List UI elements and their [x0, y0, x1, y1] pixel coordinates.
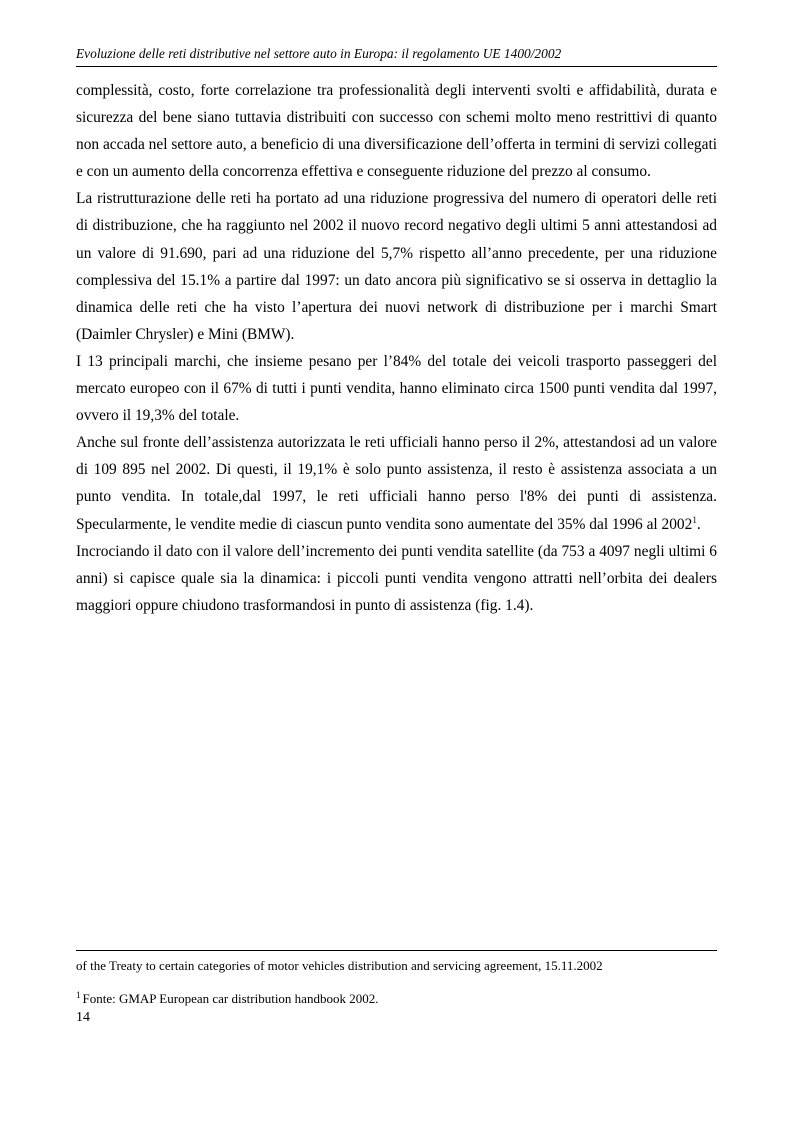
footnote-reference[interactable]: 1: [692, 514, 697, 525]
footnote: [76, 991, 378, 1007]
footnote-rule: [76, 950, 717, 951]
page-number: 14: [76, 1010, 90, 1025]
header-rule: [76, 66, 717, 67]
paragraph: [76, 348, 717, 429]
body-text: [76, 77, 717, 619]
paragraph-text: complessità, costo, forte correlazione tra professionalità degli interventi svolti e affidabilità, durata e sicurezza del bene siano tuttavia distribuiti con successo con schemi molto meno restrittivi di quanto non accada nel settore auto, a beneficio di una diversificazione dell’offerta in termini di servizi collegati e con un aumento della concorrenza effettiva e conseguente riduzione del prezzo al consumo.: [76, 82, 717, 181]
paragraph-text: I 13 principali marchi, che insieme pesano per l’84% del totale dei veicoli trasporto passeggeri del mercato europeo con il 67% di tutti i punti vendita, hanno eliminato circa 1500 punti vendita dal 1997, ovvero il 19,3% del totale.: [76, 352, 717, 425]
paragraph-text: Anche sul fronte dell’assistenza autorizzata le reti ufficiali hanno perso il 2%, attestandosi ad un valore di 109 895 nel 2002. Di questi, il 19,1% è solo punto assistenza, il resto è assistenza associata a un punto vendita. In totale,dal 1997, le reti ufficiali hanno perso l'8% dei punti di assistenza. Specularmente, le vendite medie di ciascun punto vendita sono aumentate del 35% dal 1996 al 2002: [76, 434, 717, 533]
paragraph-text: La ristrutturazione delle reti ha portato ad una riduzione progressiva del numero di operatori delle reti di distribuzione, che ha raggiunto nel 2002 il nuovo record negativo degli ultimi 5 anni attestandosi ad un valore di 91.690, pari ad una riduzione del 5,7% rispetto all’anno precedente, per una riduzione complessiva del 15.1% a partire dal 1997: un dato ancora più significativo se si osserva in dettaglio la dinamica delle reti che ha visto l’apertura dei nuovi network di distribuzione per i marchi Smart (Daimler Chrysler) e Mini (BMW).: [76, 190, 717, 343]
paragraph: [76, 538, 717, 619]
paragraph: [76, 185, 717, 348]
paragraph: [76, 77, 717, 185]
paragraph: [76, 429, 717, 537]
paragraph-text-end: .: [696, 515, 701, 533]
paragraph-text: Incrociando il dato con il valore dell’incremento dei punti vendita satellite (da 753 a 4097 negli ultimi 6 anni) si capisce quale sia la dinamica: i piccoli punti vendita vengono attratti nell’orbita dei dealers maggiori oppure chiudono trasformandosi in punto di assistenza (fig. 1.4).: [76, 542, 717, 614]
running-header: Evoluzione delle reti distributive nel settore auto in Europa: il regolamento UE 1400/2002: [76, 46, 562, 61]
footnote-marker: 1: [76, 989, 81, 1000]
footnote-continuation: of the Treaty to certain categories of motor vehicles distribution and servicing agreement, 15.11.2002: [76, 958, 603, 973]
footnote-text: Fonte: GMAP European car distribution handbook 2002.: [82, 991, 379, 1006]
